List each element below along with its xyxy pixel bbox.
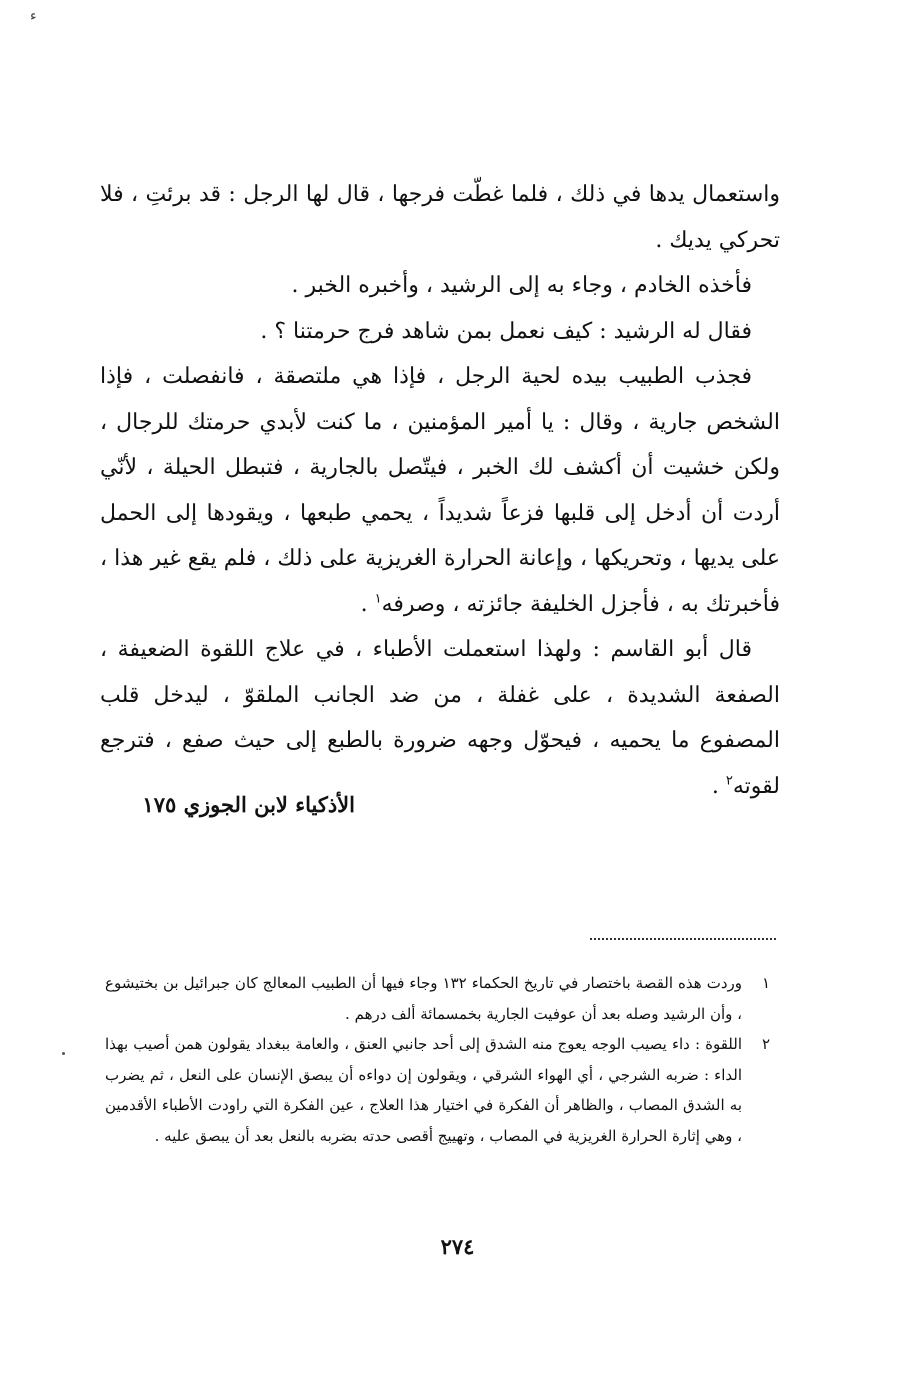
main-text [100, 172, 780, 809]
margin-dot [62, 1052, 65, 1055]
footnote [105, 1029, 770, 1151]
footnote-text: وردت هذه القصة باختصار في تاريخ الحكماء ١٣٢ وجاء فيها أن الطبيب المعالج كان جبرائيل بن بختيشوع ، وأن الرشيد وصله بعد أن عوفيت الجارية بخمسمائة ألف درهم . [105, 974, 742, 1023]
paragraph-text: فجذب الطبيب بيده لحية الرجل ، فإذا هي ملتصقة ، فانفصلت ، فإذا الشخص جارية ، وقال : يا أمير المؤمنين ، ما كنت لأبدي حرمتك للرجال ، ولكن خشيت أن أكشف لك الخبر ، فيتّصل بالجارية ، فتبطل الحيلة ، لأنّي أردت أن أدخل إلى قلبها فزعاً شديداً ، يحمي طبعها ، ويقودها إلى الحمل على يديها ، وتحريكها ، وإعانة الحرارة الغريزية على ذلك ، فلم يقع غير هذا ، فأخبرتك به ، فأجزل الخليفة جائزته ، وصرفه [100, 364, 780, 617]
paragraph-continued: واستعمال يدها في ذلك ، فلما غطّت فرجها ، قال لها الرجل : قد برئتِ ، فلا تحركي يديك . [100, 182, 780, 253]
paragraph-end: . [360, 591, 375, 617]
footnote-ref[interactable]: ١ [374, 591, 382, 607]
page-number: ٢٧٤ [440, 1234, 475, 1259]
paragraph-text: قال أبو القاسم : ولهذا استعملت الأطباء ، في علاج اللقوة الضعيفة ، الصفعة الشديدة ، على غفلة ، من ضد الجانب الملقوّ ، ليدخل قلب المصفوع ما يحميه ، فيحوّل وجهه ضرورة بالطبع إلى حيث صفع ، فترجع لقوته [100, 637, 780, 799]
source-reference: الأذكياء لابن الجوزي ١٧٥ [142, 792, 355, 817]
footnotes [105, 968, 770, 1151]
footnote-number: ١ [761, 974, 770, 992]
corner-mark: ﺀ [30, 8, 37, 24]
paragraph-end: . [711, 773, 726, 799]
paragraph: فقال له الرشيد : كيف نعمل بمن شاهد فرج حرمتنا ؟ . [260, 318, 752, 344]
footnote-divider [590, 938, 776, 940]
paragraph [100, 627, 780, 809]
footnote-number: ٢ [761, 1035, 770, 1053]
footnote [105, 968, 770, 1029]
footnote-text: اللقوة : داء يصيب الوجه يعوج منه الشدق إلى أحد جانبي العنق ، والعامة ببغداد يقولون همن أصيب بهذا الداء : ضربه الشرجي ، أي الهواء الشرقي ، ويقولون إن دواءه أن يبصق الإنسان على النعل ، ثم يضرب به الشدق المصاب ، والظاهر أن الفكرة في اختيار هذا العلاج ، عين الفكرة التي راودت الأطباء الأقدمين ، وهي إثارة الحرارة الغريزية في المصاب ، وتهييج أقصى حدته بضربه بالنعل بعد أن يبصق عليه . [105, 1035, 742, 1145]
paragraph [100, 354, 780, 627]
footnote-ref[interactable]: ٢ [725, 773, 733, 789]
paragraph: فأخذه الخادم ، وجاء به إلى الرشيد ، وأخبره الخبر . [291, 273, 752, 298]
